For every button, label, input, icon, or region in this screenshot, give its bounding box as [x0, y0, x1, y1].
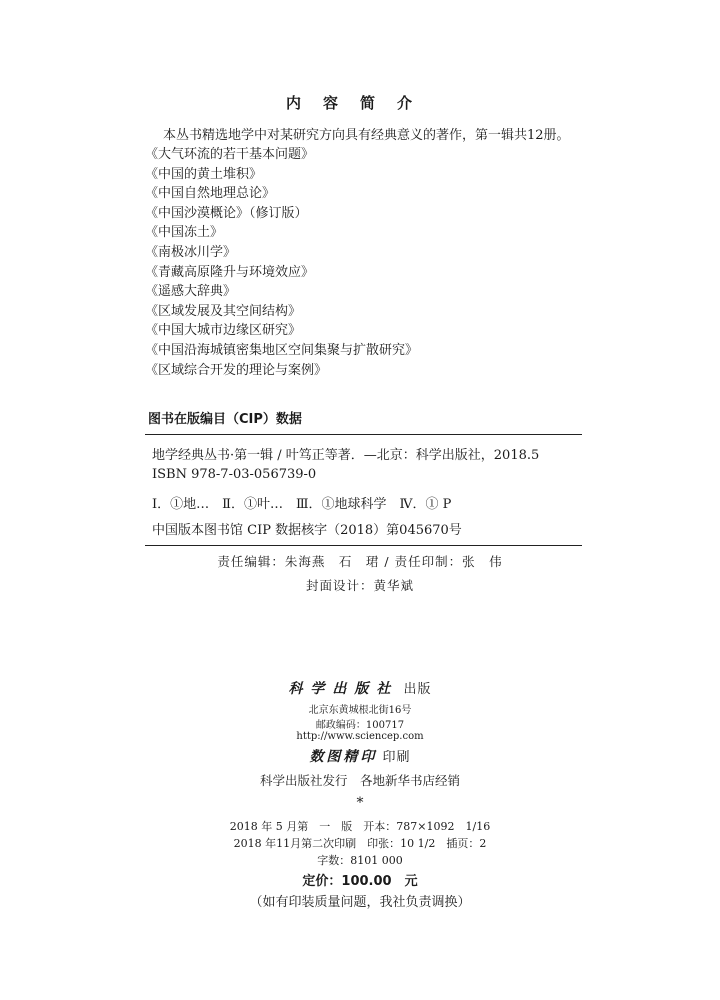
cip-bottom-rule [145, 545, 582, 546]
book-item: 《青藏高原隆升与环境效应》 [145, 264, 315, 280]
edition-word-count: 字数：8101 000 [317, 854, 403, 867]
book-item: 《中国大城市边缘区研究》 [145, 323, 302, 339]
summary-intro: 本丛书精选地学中对某研究方向具有经典意义的著作，第一辑共12册。 [163, 128, 570, 143]
publisher-postcode: 邮政编码：100717 [315, 720, 405, 731]
book-item: 《南极冰川学》 [145, 244, 237, 260]
publisher-published: 出版 [403, 682, 432, 697]
cip-top-rule [145, 434, 582, 435]
quality-note: （如有印装质量问题，我社负责调换） [249, 895, 471, 910]
cip-heading: 图书在版编目（CIP）数据 [148, 412, 302, 427]
separator-star: * [356, 795, 364, 811]
cip-title-line: 地学经典丛书·第一辑 / 叶笃正等著．—北京：科学出版社，2018.5 [152, 448, 540, 463]
distribution-line: 科学出版社发行 各地新华书店经销 [259, 773, 460, 788]
edition-line-2: 2018 年11月第二次印刷 印张：10 1/2 插页：2 [233, 837, 487, 850]
book-list [145, 145, 418, 380]
cover-designer: 封面设计：黄华斌 [305, 578, 414, 593]
book-item: 《大气环流的若干基本问题》 [145, 147, 315, 162]
cip-classification: Ⅰ．①地… Ⅱ．①叶… Ⅲ．①地球科学 Ⅳ．① P [152, 497, 452, 512]
book-item: 《区域综合开发的理论与案例》 [145, 362, 328, 378]
publisher-name: 科学出版社 [288, 681, 399, 697]
book-item: 《中国冻土》 [145, 225, 224, 241]
edition-line-1: 2018 年 5 月第 一 版 开本：787×1092 1/16 [229, 820, 491, 833]
book-item: 《遥感大辞典》 [145, 284, 237, 300]
printer-name: 数图精印 [309, 749, 378, 765]
cip-record: 中国版本图书馆 CIP 数据核字（2018）第045670号 [152, 523, 462, 538]
book-item: 《区域发展及其空间结构》 [145, 303, 302, 319]
publisher-address: 北京东黄城根北街16号 [308, 705, 412, 716]
cip-isbn: ISBN 978-7-03-056739-0 [152, 467, 317, 482]
book-item: 《中国自然地理总论》 [145, 186, 276, 202]
printer-line [0, 746, 720, 766]
summary-title: 内容简介 [285, 94, 434, 112]
book-item: 《中国沿海城镇密集地区空间集聚与扩散研究》 [145, 342, 419, 358]
book-item: 《中国的黄土堆积》 [145, 166, 263, 182]
price: 定价：100.00 元 [302, 874, 418, 889]
publisher-line [0, 678, 720, 698]
publisher-url: http://www.sciencep.com [296, 731, 424, 742]
editors-credit: 责任编辑：朱海燕 石 珺 / 责任印制：张 伟 [217, 554, 503, 569]
book-item: 《中国沙漠概论》（修订版） [145, 205, 308, 221]
printer-printed: 印刷 [382, 750, 411, 765]
